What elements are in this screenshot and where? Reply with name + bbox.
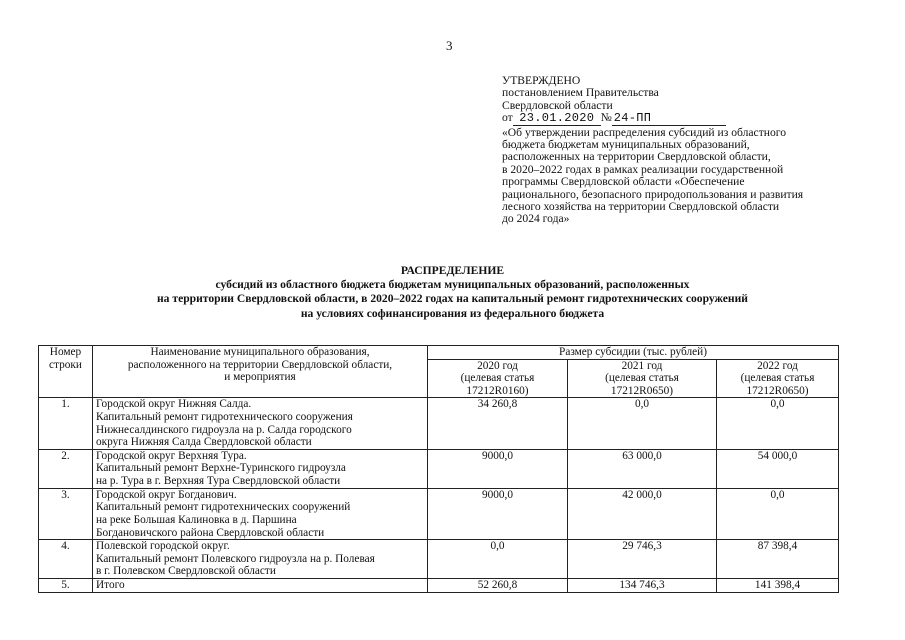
row-name: Полевской городской округ. Капитальный ремонт Полевского гидроузла на р. Полевая в г. Полевском Свердловской области [93,540,428,579]
resolution-line: программы Свердловской области «Обеспечение [502,175,745,189]
header-year-2020: 2020 год (целевая статья 17212R0160) [428,359,568,398]
value-2021: 63 000,0 [568,449,717,488]
resolution-line: рационального, безопасного природопользования и развития [502,187,804,201]
row-name: Городской округ Верхняя Тура. Капитальный ремонт Верхне-Туринского гидроузла на р. Тура в г. Верхняя Тура Свердловской области [93,449,428,488]
header-name: Наименование муниципального образования, расположенного на территории Свердловской области, и мероприятия [93,346,428,398]
table-header-row [39,346,839,360]
resolution-line: бюджета бюджетам муниципальных образований, [502,138,750,152]
value-2020: 9000,0 [428,449,568,488]
resolution-line: «Об утверждении распределения субсидий из областного [502,125,787,139]
subsidy-table [38,345,839,593]
table-row [39,488,839,539]
total-2021: 134 746,3 [568,579,717,593]
table-row [39,398,839,449]
row-number: 2. [39,449,93,488]
header-subsidy: Размер субсидии (тыс. рублей) [428,346,839,360]
value-2020: 34 260,8 [428,398,568,449]
value-2020: 0,0 [428,540,568,579]
value-2020: 9000,0 [428,488,568,539]
value-2022: 54 000,0 [717,449,839,488]
row-number: 5. [39,579,93,593]
title-line: на территории Свердловской области, в 2020–2022 годах на капитальный ремонт гидротехнических сооружений [157,292,748,306]
resolution-line: в 2020–2022 годах в рамках реализации государственной [502,162,784,176]
resolution-line: до 2024 года» [502,212,570,226]
approved-region-line: Свердловской области [502,98,613,112]
document-reference [502,112,852,125]
table-row [39,540,839,579]
approved-by-line: постановлением Правительства [502,86,659,100]
row-number: 1. [39,398,93,449]
header-year-2022: 2022 год (целевая статья 17212R0650) [717,359,839,398]
title-line: субсидий из областного бюджета бюджетам муниципальных образований, расположенных [215,278,690,292]
document-date: 23.01.2020 [519,111,595,126]
document-number: 24-ПП [613,111,652,126]
header-year-2021: 2021 год (целевая статья 17212R0650) [568,359,717,398]
number-label: № [600,111,612,125]
header-row-number: Номер строки [39,346,93,398]
table-row [39,449,839,488]
total-2020: 52 260,8 [428,579,568,593]
title-heading: РАСПРЕДЕЛЕНИЕ [400,264,505,277]
row-name: Городской округ Богданович. Капитальный ремонт гидротехнических сооружений на реке Большая Калиновка в д. Паршина Богдановичского района Свердловской области [93,488,428,539]
resolution-title [502,127,852,226]
row-name: Итого [93,579,428,593]
row-name: Городской округ Нижняя Салда. Капитальный ремонт гидротехнического сооружения Нижнесалдинского гидроузла на р. Салда городского округа Нижняя Салда Свердловской области [93,398,428,449]
value-2021: 29 746,3 [568,540,717,579]
value-2022: 0,0 [717,488,839,539]
document-title [0,264,905,321]
approval-block [502,75,852,226]
from-label: от [502,111,513,125]
resolution-line: расположенных на территории Свердловской области, [502,150,771,164]
value-2022: 87 398,4 [717,540,839,579]
value-2021: 42 000,0 [568,488,717,539]
total-2022: 141 398,4 [717,579,839,593]
resolution-line: лесного хозяйства на территории Свердловской области [502,200,780,214]
title-line: на условиях софинансирования из федерального бюджета [300,306,605,320]
value-2021: 0,0 [568,398,717,449]
approved-label: УТВЕРЖДЕНО [502,74,581,87]
row-number: 3. [39,488,93,539]
row-number: 4. [39,540,93,579]
page-number: 3 [446,38,453,53]
value-2022: 0,0 [717,398,839,449]
table-row-total [39,579,839,593]
